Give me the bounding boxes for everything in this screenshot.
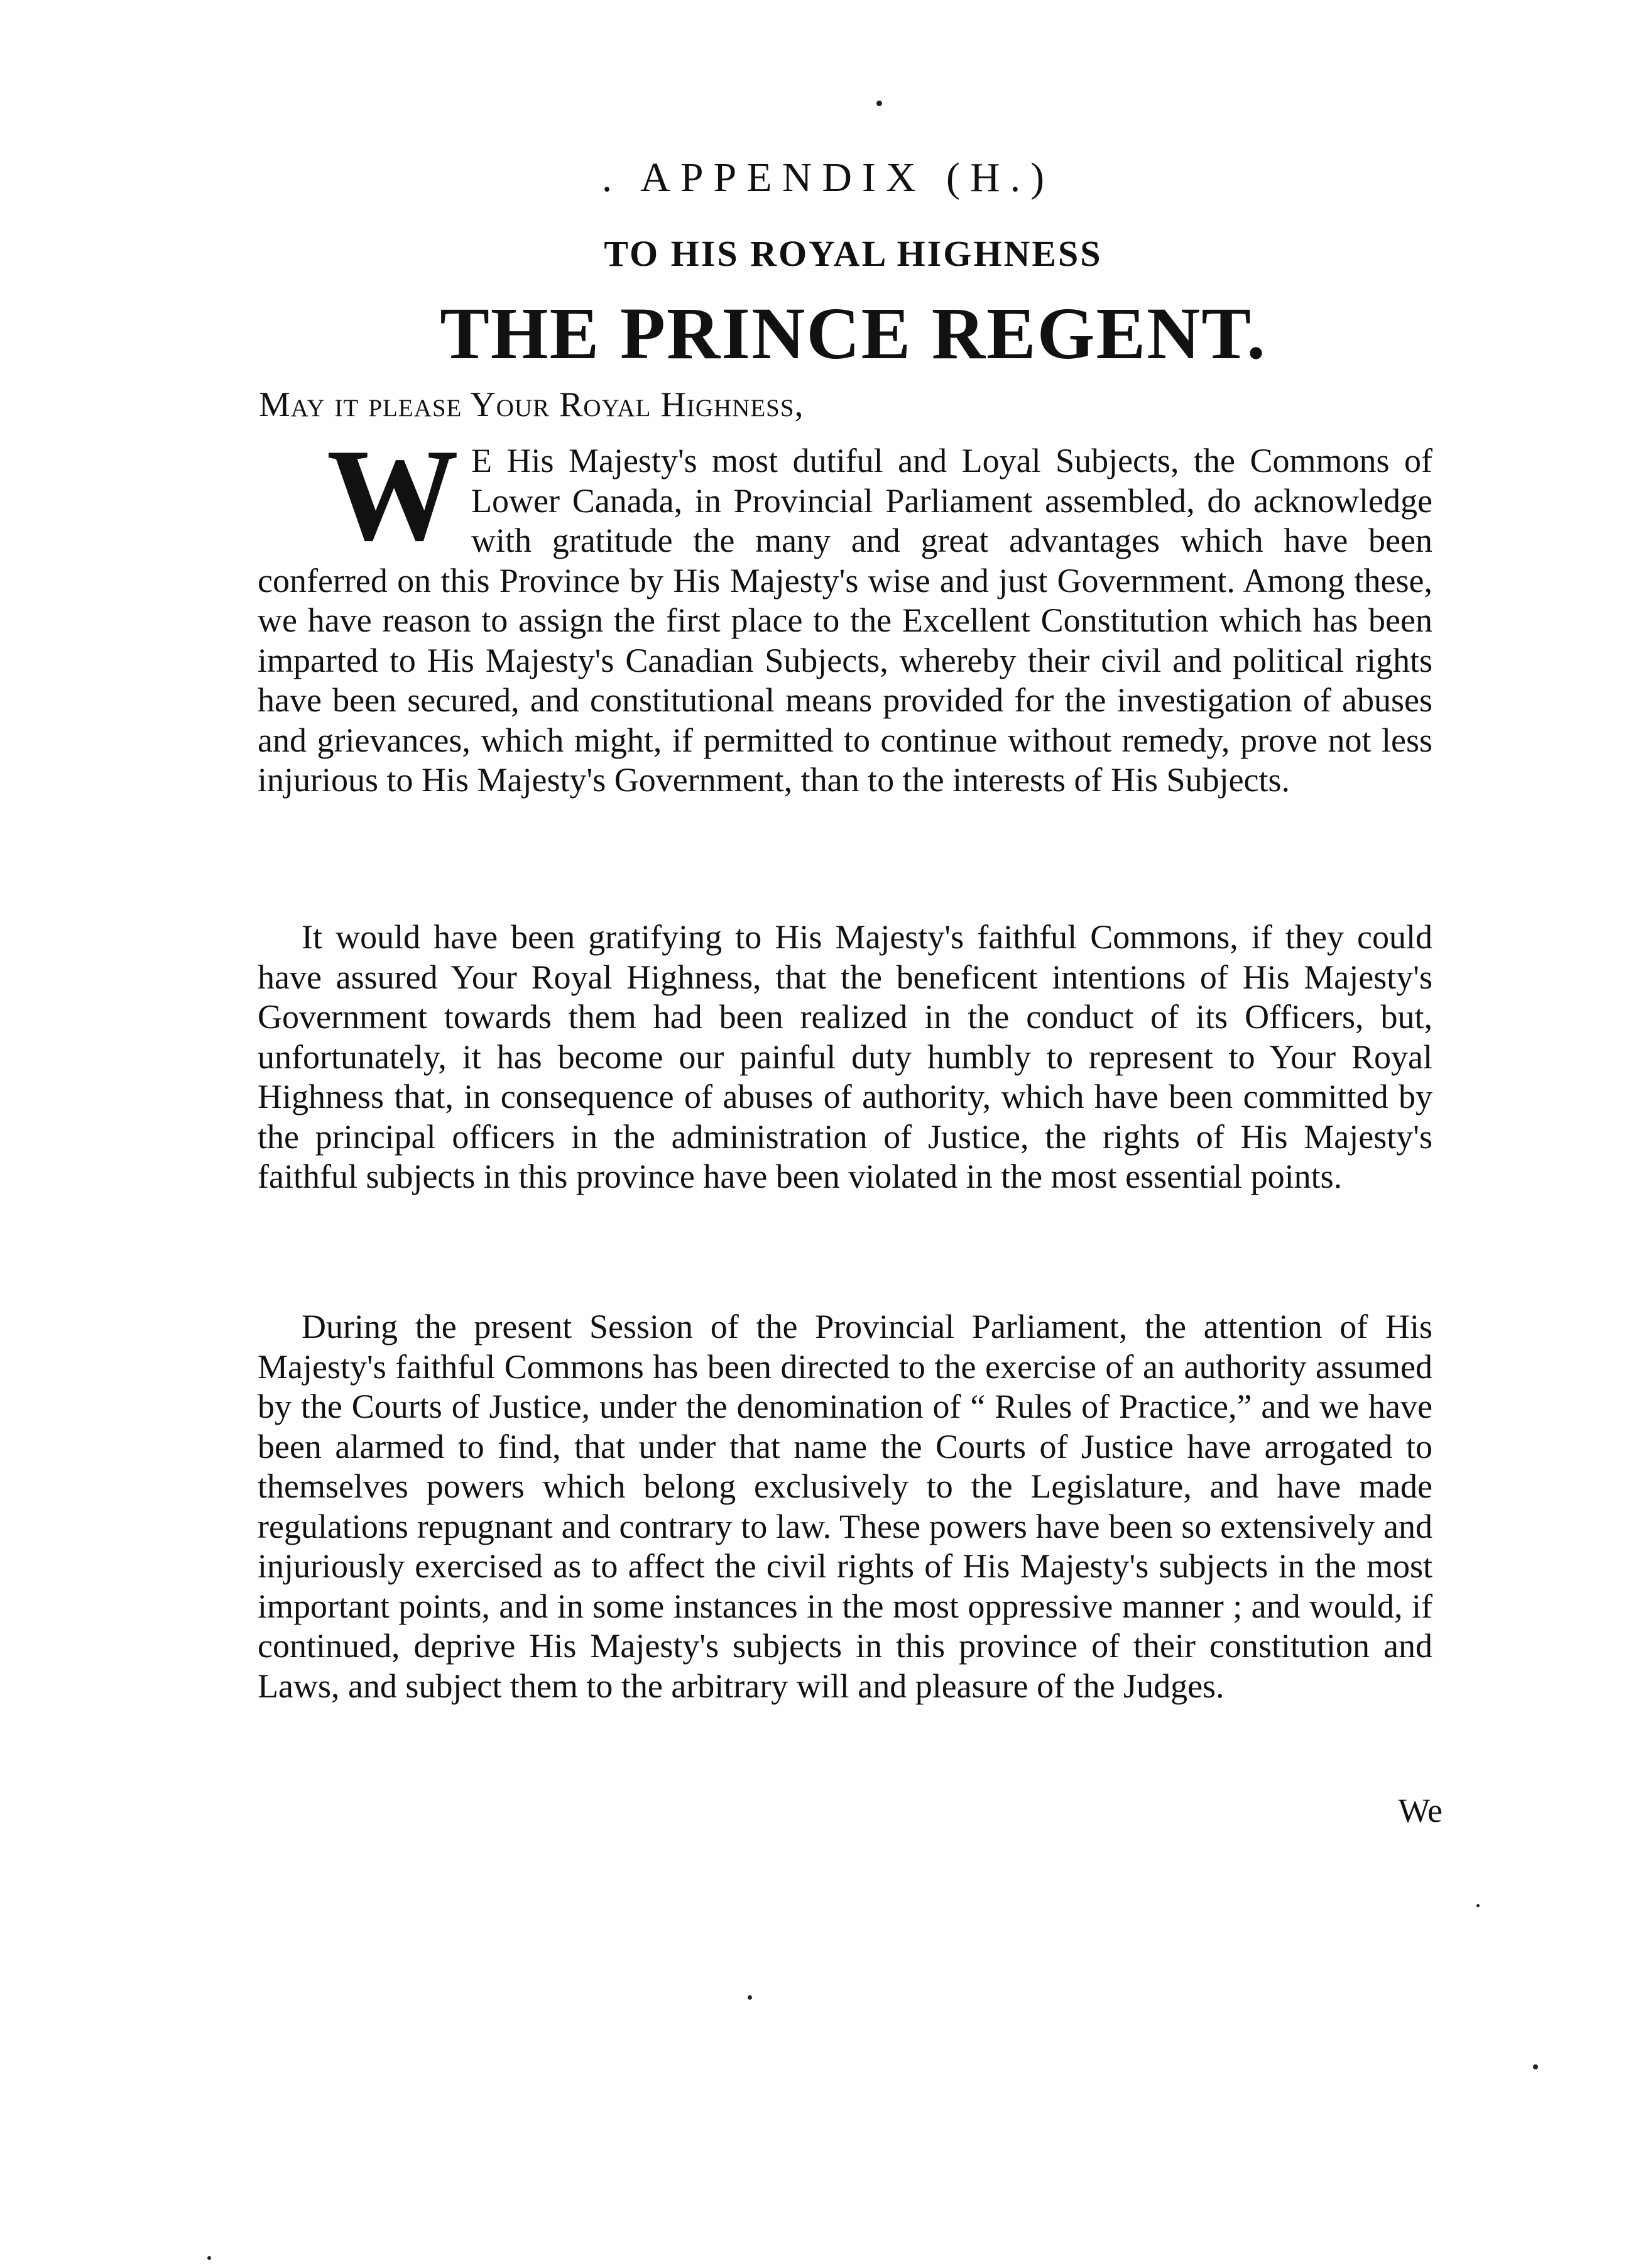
catchword: We bbox=[1398, 1792, 1443, 1829]
scan-speck bbox=[1476, 1904, 1480, 1907]
address-line: TO HIS ROYAL HIGHNESS bbox=[604, 233, 1103, 274]
document-title: THE PRINCE REGENT. bbox=[440, 292, 1267, 375]
drop-cap: W bbox=[327, 422, 459, 568]
salutation: May it please Your Royal Highness, bbox=[259, 385, 804, 424]
paragraph-3-text: During the present Session of the Provincial Parliament, the attention of His Majesty's faithful Commons has been directed to the exercise of an authority assumed by the Courts of Justice, under the denomination of “ Rules of Practice,” and we have been alarmed to find, that under that name the Courts of Justice have arrogated to themselves powers which belong exclusively to the Legislature, and have made regulations repugnant and contrary to law. These powers have been so extensively and injuriously exercised as to affect the civil rights of His Majesty's subjects in the most important points, and in some instances in the most oppressive manner ; and would, if continued, deprive His Majesty's subjects in this province of their constitution and Laws, and subject them to the arbitrary will and pleasure of the Judges. bbox=[258, 1308, 1432, 1705]
paragraph-2-text: It would have been gratifying to His Majesty's faithful Commons, if they could have assured Your Royal Highness, that the beneficent intentions of His Majesty's Government towards them had been realized in the conduct of its Officers, but, unfortunately, it has become our painful duty humbly to represent to Your Royal Highness that, in consequence of abuses of authority, which have been committed by the principal officers in the administration of Justice, the rights of His Majesty's faithful subjects in this province have been violated in the most essential points. bbox=[258, 918, 1432, 1195]
scan-speck bbox=[207, 2256, 211, 2260]
appendix-heading: . APPENDIX (H.) bbox=[601, 155, 1055, 200]
paragraph-3 bbox=[258, 1307, 1432, 1706]
paragraph-1 bbox=[258, 422, 1432, 801]
scan-speck bbox=[748, 1995, 752, 2000]
paragraph-2 bbox=[258, 918, 1432, 1197]
scan-speck bbox=[876, 101, 882, 106]
paragraph-1-text: E His Majesty's most dutiful and Loyal Subjects, the Commons of Lower Canada, in Provincial Parliament assembled, do acknowledge with gratitude the many and great advantages which have been conferred on this Province by His Majesty's wise and just Government. Among these, we have reason to assign the first place to the Excellent Constitution which has been imparted to His Majesty's Canadian Subjects, whereby their civil and political rights have been secured, and constitutional means provided for the investigation of abuses and grievances, which might, if permitted to continue without remedy, prove not less injurious to His Majesty's Government, than to the interests of His Subjects. bbox=[258, 442, 1432, 799]
scan-speck bbox=[1533, 2064, 1538, 2069]
